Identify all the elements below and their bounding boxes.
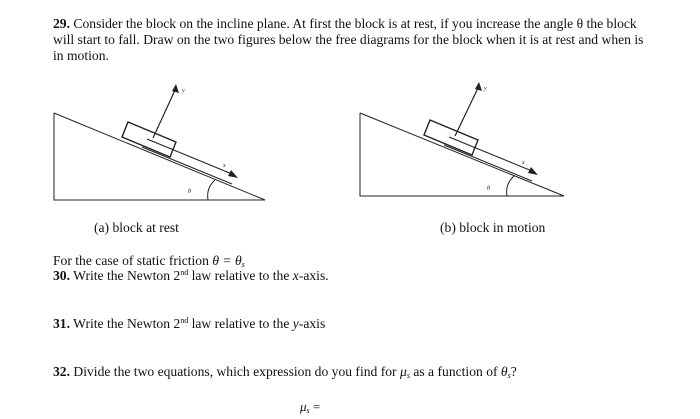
question-30-pre: Write the Newton 2 [73,268,181,283]
y-arrowhead-b [475,82,482,91]
question-32-theta: θ [500,364,508,379]
caption-a: (a) block at rest [94,220,179,235]
x-axis-line-b2 [444,145,532,181]
static-friction-text: For the case of static friction [53,253,209,268]
question-30-post: law relative to the [188,268,293,283]
x-axis-line-a2 [142,147,232,184]
question-29 [53,16,653,64]
question-32-mu: μ [399,364,407,379]
question-32-number: 32. [53,364,70,379]
question-32-pre: Divide the two equations, which expression do you find for [73,364,400,379]
question-32 [53,364,517,380]
angle-arc-a [208,180,215,200]
y-label-a: y [182,88,185,94]
question-31-number: 31. [53,316,70,331]
figure-a-incline [40,80,280,205]
x-label-b: x [522,160,525,166]
question-31-pre: Write the Newton 2 [73,316,181,331]
x-arrowhead-a [228,170,238,178]
question-31-axis: y [292,316,299,331]
question-30-axis: x [292,268,299,283]
question-32-mid: as a function of [409,364,501,379]
question-31 [53,316,325,332]
theta-equals: = θ [219,253,242,268]
question-32-end: ? [510,364,517,379]
angle-label-a: θ [188,189,191,195]
incline-diagram-a [40,80,280,205]
mu-answer-line [300,399,320,415]
theta-symbol: θ [212,253,219,268]
figure-b-incline [346,80,586,205]
question-31-end: -axis [298,316,326,331]
question-30 [53,268,329,284]
question-29-text: Consider the block on the incline plane. At first the block is at rest, if you increase the angle θ the block will start to fall. Draw on the two figures below the free diagrams for the block when it is at rest and when is in motion. [53,16,644,63]
question-31-post: law relative to the [188,316,293,331]
incline-slope-b [360,113,564,196]
question-30-number: 30. [53,268,70,283]
y-arrowhead-a [172,84,179,93]
question-32-theta-sub: s [507,371,511,380]
question-30-sup: nd [180,268,189,277]
theta-s-subscript: s [241,260,245,269]
mu-symbol: μ [300,399,307,414]
angle-arc-b [507,176,514,196]
incline-diagram-b [346,80,586,205]
question-31-sup: nd [180,316,189,325]
x-arrowhead-b [528,167,538,175]
question-29-number: 29. [53,16,70,31]
x-label-a: x [223,163,226,169]
y-axis-line-a [153,88,176,138]
question-32-mu-sub: s [406,371,410,380]
question-30-end: -axis. [298,268,329,283]
angle-label-b: θ [487,186,490,192]
caption-b: (b) block in motion [440,220,546,235]
incline-slope-a [54,113,265,200]
mu-subscript: s [306,406,310,415]
static-friction-line [53,253,245,269]
mu-equals: = [309,399,321,414]
y-axis-line-b [455,86,479,136]
y-label-b: y [484,86,487,92]
